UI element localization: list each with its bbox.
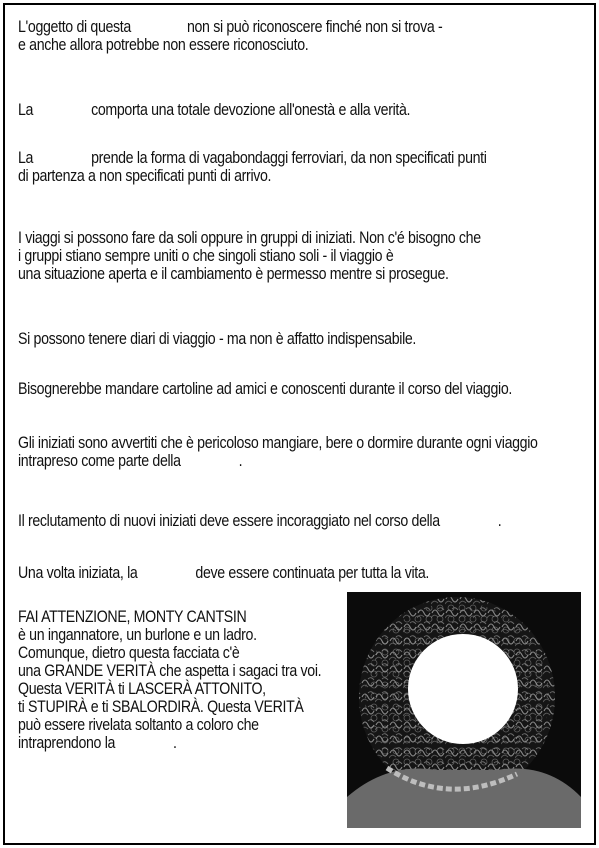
paragraph: [18, 330, 416, 348]
text-segment: di partenza a non specificati punti di arrivo.: [18, 167, 272, 185]
text-line: [18, 36, 442, 54]
text-segment: .: [173, 734, 177, 752]
text-segment: I viaggi si possono fare da soli oppure in gruppi di iniziati. Non c'é bisogno che: [18, 229, 481, 247]
text-line: [18, 644, 321, 662]
text-segment: .: [238, 452, 243, 470]
text-segment: ti STUPIRÀ e ti SBALORDIRÀ. Questa VERITÀ: [18, 698, 304, 716]
text-line: [18, 698, 321, 716]
text-segment: La: [18, 149, 34, 167]
text-line: [18, 330, 416, 348]
text-line: [18, 434, 538, 452]
text-segment: Si possono tenere diari di viaggio - ma non è affatto indispensabile.: [18, 330, 417, 348]
paragraph: [18, 18, 442, 54]
text-segment: non si può riconoscere finché non si trova -: [186, 18, 443, 36]
text-line: [18, 662, 321, 680]
text-segment: Bisognerebbe mandare cartoline ad amici e conoscenti durante il corso del viaggio.: [18, 380, 512, 398]
text-line: [18, 247, 481, 265]
text-line: [18, 18, 442, 36]
text-segment: intrapreso come parte della: [18, 452, 181, 470]
text-segment: Gli iniziati sono avvertiti che è pericoloso mangiare, bere o dormire durante ogni viaggio: [18, 434, 538, 452]
text-segment: .: [497, 512, 502, 530]
photo-portrait-icon: [347, 592, 581, 828]
text-line: [18, 564, 429, 582]
text-line: [18, 734, 321, 752]
paragraph: [18, 149, 487, 185]
paragraph: [18, 564, 429, 582]
text-line: [18, 608, 321, 626]
text-line: [18, 716, 321, 734]
paragraph: [18, 101, 410, 119]
text-line: [18, 512, 501, 530]
text-line: [18, 265, 481, 283]
text-segment: una GRANDE VERITÀ che aspetta i sagaci tra voi.: [18, 662, 322, 680]
text-segment: i gruppi stiano sempre uniti o che singoli stiano soli - il viaggio è: [18, 247, 394, 265]
text-segment: deve essere continuata per tutta la vita.: [195, 564, 430, 582]
text-segment: Questa VERITÀ ti LASCERÀ ATTONITO,: [18, 680, 266, 698]
text-segment: Comunque, dietro questa facciata c'è: [18, 644, 240, 662]
text-segment: e anche allora potrebbe non essere riconosciuto.: [18, 36, 309, 54]
text-segment: L'oggetto di questa: [18, 18, 131, 36]
text-line: [18, 680, 321, 698]
paragraph: [18, 229, 481, 283]
portrait-photo: [347, 592, 581, 828]
text-line: [18, 380, 512, 398]
text-segment: una situazione aperta e il cambiamento è permesso mentre si prosegue.: [18, 265, 449, 283]
text-line: [18, 452, 538, 470]
text-segment: Il reclutamento di nuovi iniziati deve essere incoraggiato nel corso della: [18, 512, 440, 530]
text-segment: prende la forma di vagabondaggi ferroviari, da non specificati punti: [91, 149, 487, 167]
text-segment: comporta una totale devozione all'onestà e alla verità.: [91, 101, 411, 119]
text-line: [18, 229, 481, 247]
paragraph: [18, 380, 512, 398]
paragraph: [18, 512, 501, 530]
text-segment: La: [18, 101, 34, 119]
text-line: [18, 149, 487, 167]
text-segment: può essere rivelata soltanto a coloro che: [18, 716, 259, 734]
text-line: [18, 101, 410, 119]
paragraph: [18, 434, 538, 470]
text-segment: è un ingannatore, un burlone e un ladro.: [18, 626, 257, 644]
text-segment: intraprendono la: [18, 734, 116, 752]
text-line: [18, 167, 487, 185]
text-segment: FAI ATTENZIONE, MONTY CANTSIN: [18, 608, 247, 626]
text-line: [18, 626, 321, 644]
paragraph: [18, 608, 321, 752]
text-segment: Una volta iniziata, la: [18, 564, 138, 582]
